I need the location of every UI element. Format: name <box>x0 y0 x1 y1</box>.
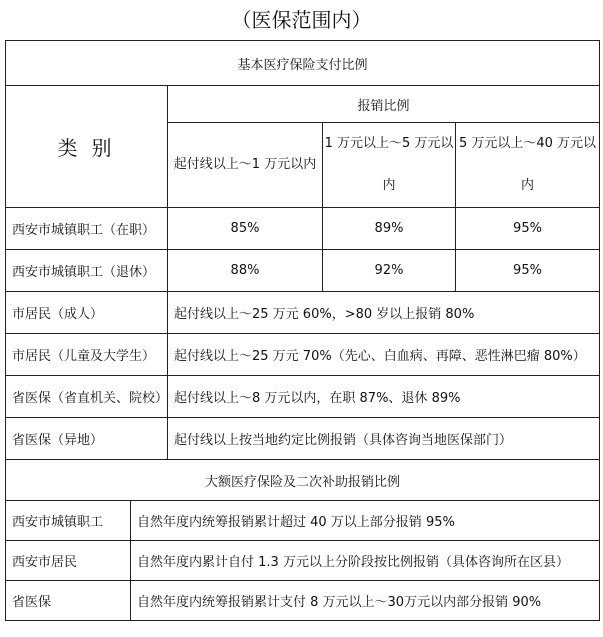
section2-title: 大额医疗保险及二次补助报销比例 <box>6 460 600 501</box>
row-text: 起付线以上～8 万元以内，在职 87%、退休 89% <box>168 376 600 418</box>
row-text: 起付线以上～25 万元 60%，>80 岁以上报销 80% <box>168 292 600 334</box>
row-label: 西安市居民 <box>6 541 131 581</box>
row-text: 起付线以上按当地约定比例报销（具体咨询当地医保部门） <box>168 418 600 460</box>
table-row <box>6 376 600 418</box>
table-row <box>6 541 600 581</box>
row-label: 省医保 <box>6 581 131 621</box>
range-header-3: 5 万元以上～40 万元以内 <box>456 123 600 208</box>
row-label: 市居民（成人） <box>6 292 168 334</box>
row-text: 自然年度内统筹报销累计支付 8 万元以上～30万元以内部分报销 90% <box>131 581 600 621</box>
table-row <box>6 334 600 376</box>
reimbursement-header: 报销比例 <box>168 86 600 123</box>
section1-title: 基本医疗保险支付比例 <box>6 41 600 86</box>
row-value: 95% <box>456 250 600 292</box>
page-caption: （医保范围内） <box>231 8 372 32</box>
row-value: 88% <box>168 250 323 292</box>
row-label: 西安市城镇职工（在职） <box>6 208 168 250</box>
row-value: 85% <box>168 208 323 250</box>
table-row <box>6 208 600 250</box>
row-value: 95% <box>456 208 600 250</box>
row-label: 市居民（儿童及大学生） <box>6 334 168 376</box>
table-row <box>6 418 600 460</box>
row-label: 西安市城镇职工（退休） <box>6 250 168 292</box>
reimbursement-table <box>5 40 600 621</box>
row-value: 89% <box>323 208 456 250</box>
category-header: 类别 <box>6 86 168 208</box>
table-row <box>6 581 600 621</box>
row-label: 省医保（异地） <box>6 418 168 460</box>
row-text: 自然年度内累计自付 1.3 万元以上分阶段按比例报销（具体咨询所在区县） <box>131 541 600 581</box>
row-value: 92% <box>323 250 456 292</box>
table-row <box>6 250 600 292</box>
row-label: 西安市城镇职工 <box>6 501 131 541</box>
row-label: 省医保（省直机关、院校） <box>6 376 168 418</box>
table-row <box>6 292 600 334</box>
row-text: 自然年度内统筹报销累计超过 40 万以上部分报销 95% <box>131 501 600 541</box>
table-row <box>6 501 600 541</box>
range-header-2: 1 万元以上～5 万元以内 <box>323 123 456 208</box>
range-header-1: 起付线以上～1 万元以内 <box>168 123 323 208</box>
row-text: 起付线以上～25 万元 70%（先心、白血病、再障、恶性淋巴瘤 80%） <box>168 334 600 376</box>
